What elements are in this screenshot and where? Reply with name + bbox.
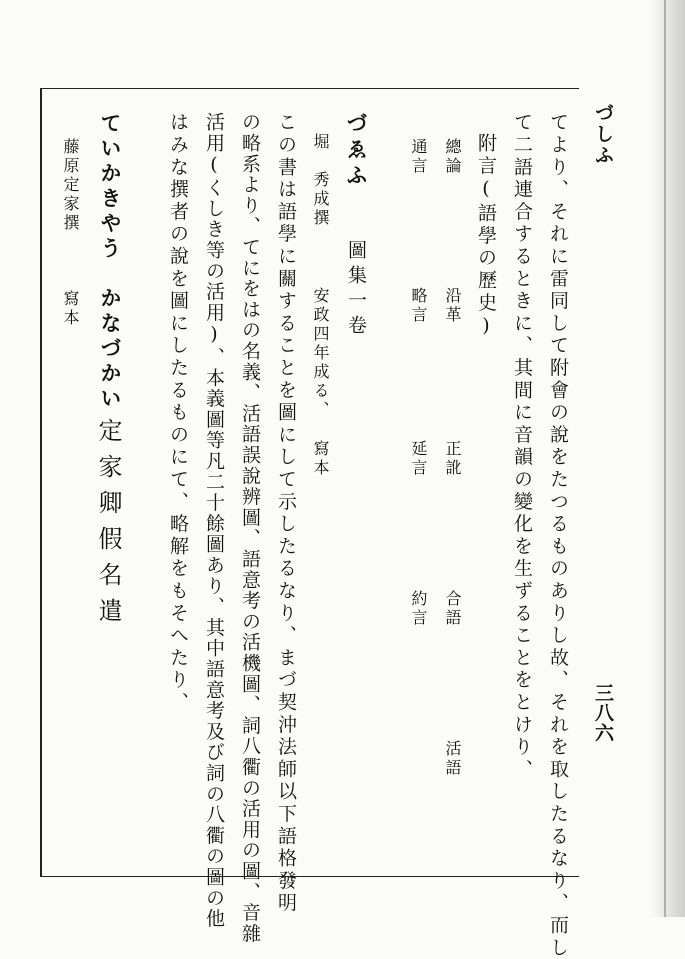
entry-book-title: 定家卿假名遣 <box>94 418 122 634</box>
entry-volumes: 圖集一卷 <box>345 240 367 340</box>
toc-item: 總論 <box>443 138 462 176</box>
toc-item: 活語 <box>443 740 462 778</box>
entry-heading: づゑふ <box>344 112 369 190</box>
running-head: づしふ <box>592 103 614 166</box>
entry-author: 堀 秀成撰 <box>311 133 330 228</box>
prev-entry-appendix-title: 附言(語學の歷史) <box>475 133 497 340</box>
entry-author: 藤原定家撰 <box>61 138 80 233</box>
page-edge-line <box>664 0 666 917</box>
entry-copy-type: 寫本 <box>311 440 330 478</box>
prev-entry-line-2: て二語連合するときに、其間に音韻の變化を生ずることをとけり、 <box>511 112 533 781</box>
entry-heading: ていかきやう かなづかい <box>98 112 123 412</box>
page-edge-shadow <box>650 0 685 917</box>
toc-item: 正訛 <box>443 440 462 478</box>
toc-item: 通言 <box>409 138 428 176</box>
entry-desc-line: この書は語學に關することを圖にして示したるなり、まづ契沖法師以下語格發明 <box>275 112 297 915</box>
toc-item: 合語 <box>443 590 462 628</box>
entry-date: 安政四年成る、 <box>311 287 330 420</box>
page-number: 三八六 <box>592 683 614 743</box>
toc-item: 約言 <box>409 590 428 628</box>
entry-copy-type: 寫本 <box>61 290 80 328</box>
toc-item: 延言 <box>409 440 428 478</box>
entry-desc-line: 活用(くしき等の活用)、本義圖等凡二十餘圖あり、其中語意考及び詞の八衢の圖の他 <box>203 112 225 930</box>
entry-desc-line: の略系より、てにをはの名義、活語誤說辨圖、語意考の活機圖、詞八衢の活用の圖、音雜 <box>239 112 261 944</box>
toc-item: 略言 <box>409 287 428 325</box>
prev-entry-line-1: てより、それに雷同して附會の說をたつるものありし故、それを取したるなり、而し <box>547 112 569 959</box>
entry-desc-line: はみな撰者の說を圖にしたるものにて、略解をもそへたり、 <box>167 112 189 715</box>
toc-item: 沿革 <box>443 287 462 325</box>
